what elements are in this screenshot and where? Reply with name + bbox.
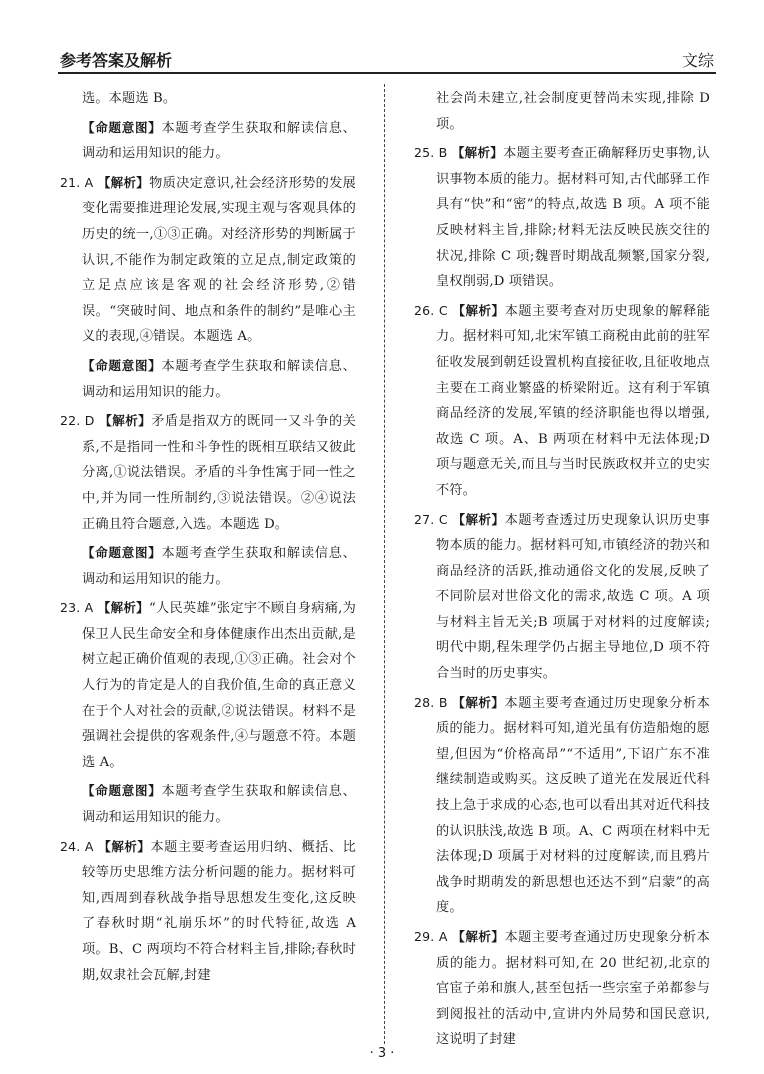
section-tag: 【解析】 <box>452 694 505 710</box>
question-number: 21. A <box>60 174 94 190</box>
intent-paragraph <box>60 353 356 405</box>
section-tag: 【解析】 <box>452 302 505 318</box>
section-tag: 【命题意图】 <box>82 357 162 373</box>
paragraph-text: 矛盾是指双方的既同一又斗争的关系,不是指同一性和斗争性的既相互联结又彼此分离,①说法错误。矛盾的斗争性寓于同一性之中,并为同一性所制约,③说法错误。②④说法正确且符合题意,入选。本题选 D。 <box>82 414 357 532</box>
answer-paragraph <box>60 408 356 537</box>
intent-paragraph <box>60 115 356 167</box>
section-tag: 【解析】 <box>452 511 505 527</box>
paragraph-text: 本题考查学生获取和解读信息、调动和运用知识的能力。 <box>82 358 356 400</box>
right-column <box>414 86 710 1056</box>
paragraph-text: 本题主要考查通过历史现象分析本质的能力。据材料可知,道光虽有仿造船炮的愿望,但因为“价格高昂”“不适用”,下诏广东不准继续制造或购买。这反映了道光在发展近代科技上急于求成的心态,也可以看出其对近代科技的认识肤浅,故选 B 项。A、C 两项在材料中无法体现;D 项属于对材料的过度解读,而且鸦片战争时期萌发的新思想也还达不到“启蒙”的高度。 <box>436 695 711 916</box>
section-tag: 【命题意图】 <box>82 119 162 135</box>
paragraph-text: 本题考查学生获取和解读信息、调动和运用知识的能力。 <box>82 784 356 826</box>
paragraph-text: 本题考查学生获取和解读信息、调动和运用知识的能力。 <box>82 546 356 587</box>
section-tag: 【解析】 <box>98 838 151 854</box>
paragraph-text: 本题主要考查通过历史现象分析本质的能力。据材料可知,在 20 世纪初,北京的官宦子弟和旗人,甚至包括一些宗室子弟都参与到阅报社的活动中,宣讲内外局势和国民意识,这说明了封建 <box>436 930 710 1048</box>
column-divider <box>384 84 385 1044</box>
question-number: 24. A <box>60 838 94 854</box>
paragraph-text: “人民英雄”张定宇不顾自身病痛,为保卫人民生命安全和身体健康作出杰出贡献,是树立起正确价值观的表现,①③正确。社会对个人行为的肯定是人的自我价值,生命的真正意义在于个人对社会的贡献,②说法错误。材料不是强调社会提供的客观条件,④与题意不符。本题选 A。 <box>82 601 356 770</box>
paragraph-text: 本题考查透过历史现象认识历史事物本质的能力。据材料可知,市镇经济的勃兴和商品经济的活跃,推动通俗文化的发展,反映了不同阶层对世俗文化的需求,故选 C 项。A 项与材料主旨无关;B 项属于对材料的过度解读;明代中期,程朱理学仍占据主导地位,D 项不符合当时的历史事实。 <box>436 512 711 682</box>
answer-paragraph <box>414 690 710 921</box>
section-tag: 【命题意图】 <box>82 545 162 561</box>
question-number: 26. C <box>414 302 448 318</box>
question-number: 29. A <box>414 929 448 944</box>
header-title: 参考答案及解析 <box>60 51 173 70</box>
continued-paragraph <box>414 86 710 137</box>
answer-paragraph <box>414 140 710 295</box>
page-header <box>58 46 716 74</box>
paragraph-text: 本题主要考查正确解释历史事物,认识事物本质的能力。据材料可知,古代邮驿工作具有“快”和“密”的特点,故选 B 项。A 项不能反映材料主旨,排除;材料无法反映民族交往的状况,排除 C 项;魏晋时期战乱频繁,国家分裂,皇权削弱,D 项错误。 <box>436 146 710 290</box>
intent-paragraph <box>60 540 356 592</box>
header-subject: 文综 <box>681 51 714 70</box>
question-number: 27. C <box>414 511 448 527</box>
answer-paragraph <box>414 298 710 504</box>
section-tag: 【解析】 <box>451 145 504 161</box>
question-number: 28. B <box>414 694 448 710</box>
question-number: 23. A <box>60 600 94 616</box>
section-tag: 【解析】 <box>452 929 505 944</box>
paragraph-text: 本题主要考查运用归纳、概括、比较等历史思维方法分析问题的能力。据材料可知,西周到春秋战争指导思想发生变化,这反映了春秋时期“礼崩乐坏”的时代特征,故选 A 项。B、C 两项均不符合材料主旨,排除;春秋时期,奴隶社会瓦解,封建 <box>82 839 356 983</box>
left-column <box>60 86 356 991</box>
paragraph-text: 物质决定意识,社会经济形势的发展变化需要推进理论发展,实现主观与客观具体的历史的统一,①③正确。对经济形势的判断属于认识,不能作为制定政策的立足点,制定政策的立足点应该是客观的社会经济形势,②错误。“突破时间、地点和条件的制约”是唯心主义的表现,④错误。本题选 A。 <box>82 175 357 345</box>
paragraph-text: 社会尚未建立,社会制度更替尚未实现,排除 D 项。 <box>436 91 710 132</box>
answer-paragraph <box>414 924 710 1053</box>
question-number: 22. D <box>60 413 95 429</box>
paragraph-text: 选。本题选 B。 <box>82 91 177 106</box>
section-tag: 【解析】 <box>99 413 152 429</box>
question-number: 25. B <box>414 145 448 161</box>
answer-paragraph <box>60 170 356 350</box>
section-tag: 【解析】 <box>97 600 149 616</box>
section-tag: 【解析】 <box>97 174 150 190</box>
intent-paragraph <box>60 778 356 830</box>
answer-paragraph <box>60 595 356 775</box>
paragraph-text: 本题考查学生获取和解读信息、调动和运用知识的能力。 <box>82 120 356 162</box>
section-tag: 【命题意图】 <box>82 783 162 799</box>
paragraph-text: 本题主要考查对历史现象的解释能力。据材料可知,北宋军镇工商税由此前的驻军征收发展到朝廷设置机构直接征收,且征收地点主要在工商业繁盛的桥梁附近。这有利于军镇商品经济的发展,军镇的经济职能也得以增强,故选 C 项。A、B 两项在材料中无法体现;D 项与题意无关,而且与当时民族政权并立的史实不符。 <box>436 303 711 498</box>
answer-paragraph <box>60 834 356 989</box>
continued-paragraph <box>60 86 356 112</box>
page-number: · 3 · <box>369 1046 395 1061</box>
answer-paragraph <box>414 507 710 687</box>
